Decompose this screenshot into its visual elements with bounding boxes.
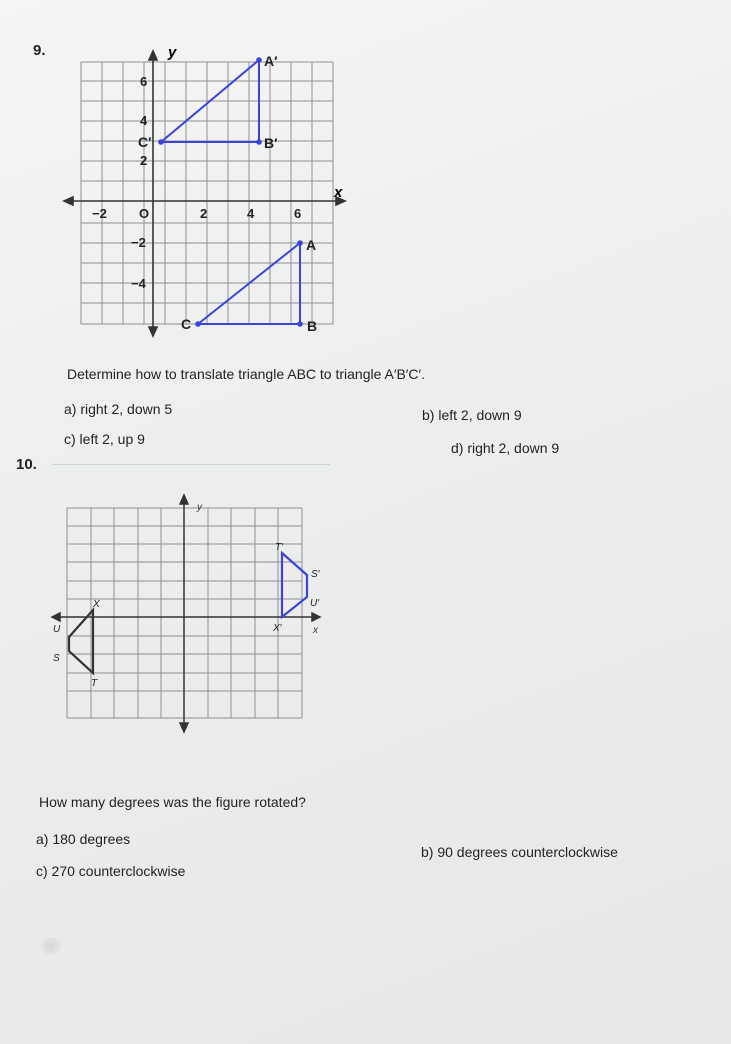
label-c-prime: C′	[138, 134, 152, 150]
q9-x-tick-4: 4	[247, 206, 255, 221]
q9-x-tick-origin: O	[139, 206, 150, 221]
q10-x-label: x	[313, 625, 318, 636]
q10-y-label: y	[197, 502, 202, 513]
question-9-text: Determine how to translate triangle ABC to triangle A′B′C′.	[67, 366, 426, 382]
smudge-mark	[41, 937, 61, 955]
label-s: S	[53, 653, 60, 664]
q9-choice-a[interactable]: a) right 2, down 5	[64, 401, 173, 417]
label-a: A	[306, 237, 317, 253]
q10-y-axis-arrow	[180, 495, 188, 504]
q10-choice-a[interactable]: a) 180 degrees	[36, 831, 131, 847]
label-s-prime: S′	[311, 569, 320, 580]
question-10-number: 10.	[16, 456, 37, 473]
q9-y-tick-neg4: −4	[131, 276, 146, 291]
question-9-number: 9.	[33, 42, 46, 59]
q9-x-tick-2: 2	[200, 206, 208, 221]
q9-y-tick-6: 6	[140, 74, 148, 89]
label-b-prime: B′	[264, 135, 278, 151]
quadrilateral-original	[69, 610, 93, 673]
q9-x-tick-neg2: −2	[92, 206, 107, 221]
label-u: U	[53, 624, 61, 635]
quadrilateral-image	[282, 553, 307, 617]
label-c: C	[181, 316, 192, 332]
label-b: B	[307, 318, 318, 334]
q9-y-tick-4: 4	[140, 113, 148, 128]
label-x-prime: X′	[273, 623, 282, 634]
label-a-prime: A′	[264, 53, 278, 69]
q9-choice-c[interactable]: c) left 2, up 9	[64, 431, 145, 447]
q10-choice-b[interactable]: b) 90 degrees counterclockwise	[421, 844, 618, 860]
question-10-text: How many degrees was the figure rotated?	[39, 794, 306, 810]
label-x: X	[93, 599, 100, 610]
label-t: T	[91, 678, 98, 689]
label-u-prime: U′	[310, 598, 320, 609]
q9-y-label: y	[168, 44, 177, 61]
q10-y-axis-arrow-down	[180, 723, 188, 732]
q9-x-label: x	[334, 184, 343, 201]
label-t-prime: T′	[275, 542, 283, 553]
q10-choice-c[interactable]: c) 270 counterclockwise	[36, 863, 186, 879]
q9-choice-d[interactable]: d) right 2, down 9	[451, 440, 560, 456]
q10-x-axis-arrow	[312, 613, 320, 621]
q9-y-tick-2: 2	[140, 153, 148, 168]
q9-choice-b[interactable]: b) left 2, down 9	[422, 407, 522, 423]
q9-y-tick-neg2: −2	[131, 235, 146, 250]
q9-x-tick-6: 6	[294, 206, 302, 221]
q10-x-axis-arrow-left	[52, 613, 60, 621]
